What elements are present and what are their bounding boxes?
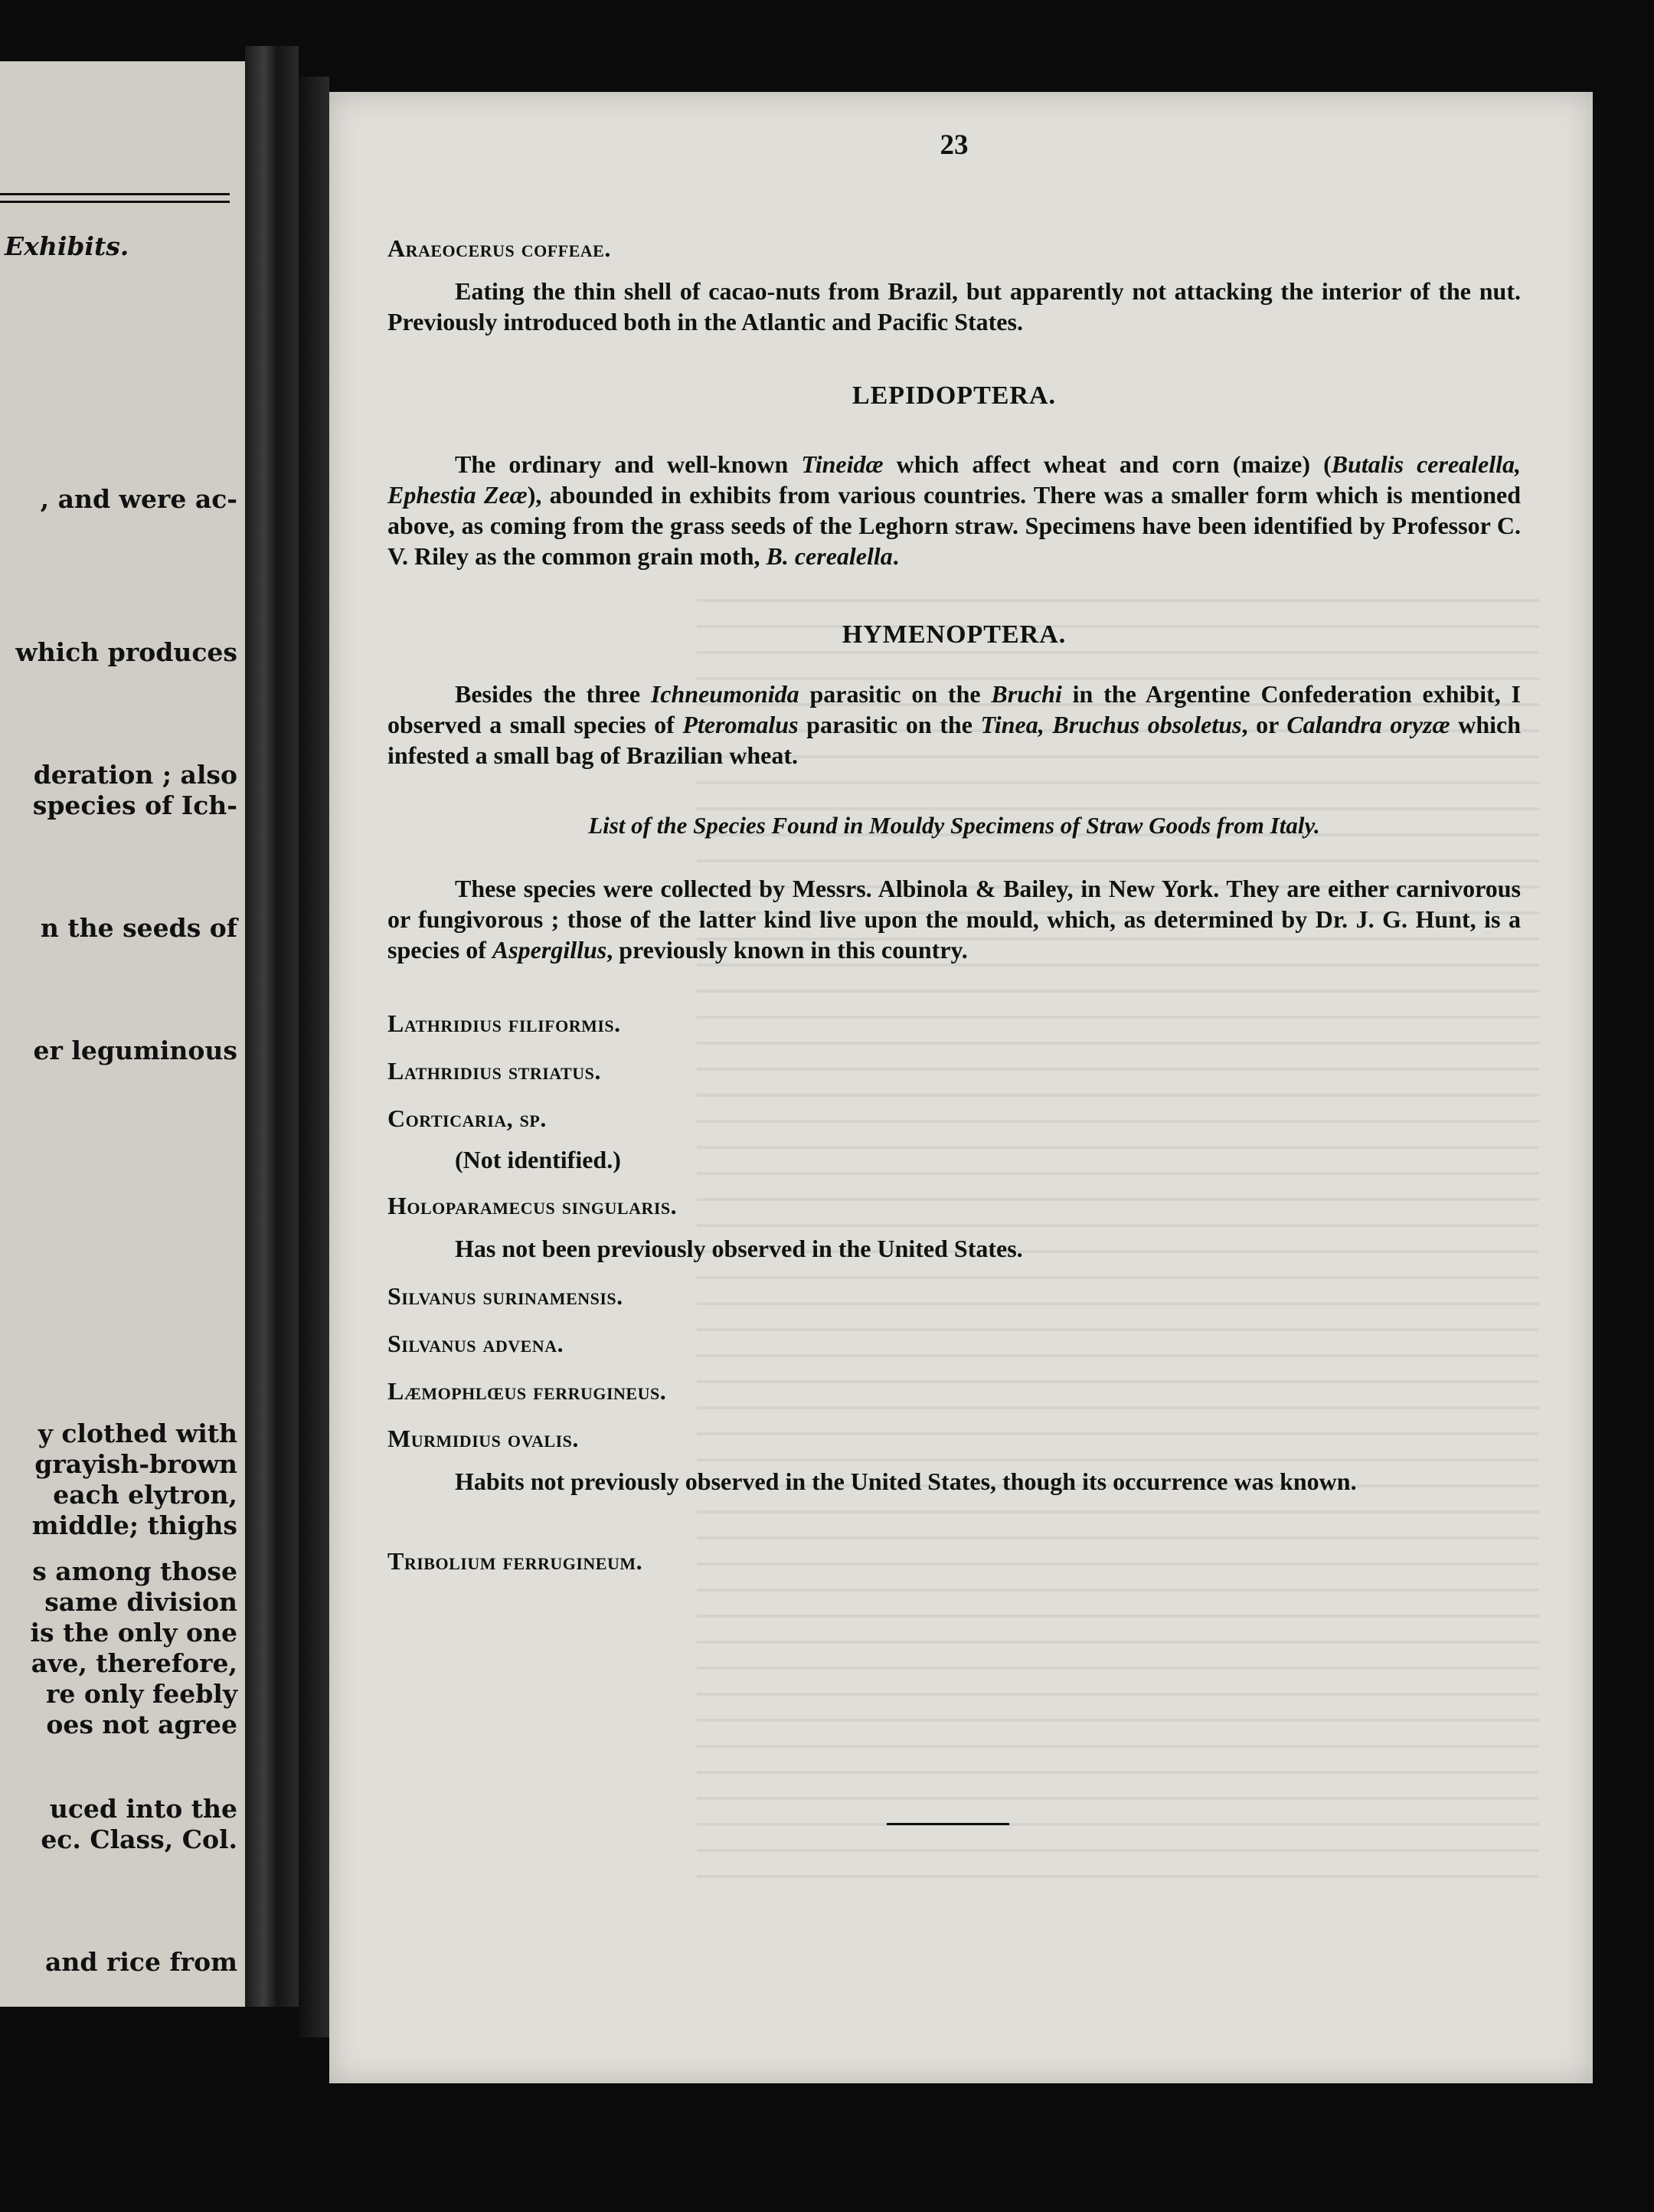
heading-lepidoptera: LEPIDOPTERA.: [852, 381, 1057, 410]
species-murmidius-ovalis: Murmidius ovalis.: [387, 1425, 579, 1452]
species-holoparamecus-singularis: Holoparamecus singularis.: [387, 1192, 678, 1219]
double-rule-bottom: [0, 201, 230, 203]
taxon-name: Tineidæ: [801, 450, 884, 478]
species-corticaria: Corticaria, sp.: [387, 1104, 547, 1132]
species-silvanus-advena: Silvanus advena.: [387, 1330, 564, 1357]
text-run: in the Argentine Confederation exhibit, I observed a small species of: [387, 680, 1522, 738]
taxon-name: Calandra oryzæ: [1286, 711, 1450, 738]
text-run: which affect wheat and corn (maize) (: [883, 450, 1332, 478]
left-page-line: y clothed with: [38, 1418, 237, 1448]
species-laemophloeus-ferrugineus: Læmophlœus ferrugineus.: [387, 1377, 667, 1405]
show-through-text: [697, 582, 1539, 1884]
end-rule: [887, 1823, 1009, 1825]
left-page-line: n the seeds of: [40, 913, 237, 943]
taxon-name: Pteromalus: [682, 711, 799, 738]
species-lathridius-striatus: Lathridius striatus.: [387, 1057, 601, 1085]
left-page-line: grayish-brown: [34, 1449, 237, 1479]
taxon-name: Ichneumonida: [650, 680, 799, 708]
left-page-line: uced into the: [49, 1794, 237, 1824]
taxon-name: Aspergillus: [492, 936, 607, 964]
heading-hymenoptera: HYMENOPTERA.: [842, 620, 1067, 649]
left-page-line: s among those: [32, 1556, 237, 1586]
page-23: [329, 92, 1593, 2083]
species-lathridius-filiformis: Lathridius filiformis.: [387, 1009, 621, 1037]
taxon-name: Bruchi: [991, 680, 1062, 708]
text-run: .: [892, 542, 899, 570]
text-run: Besides the three: [455, 680, 651, 708]
left-page-line: and rice from: [45, 1947, 237, 1977]
lepidoptera-paragraph: [387, 449, 1521, 571]
note-murmidius: Habits not previously observed in the United States, though its occurrence was known.: [455, 1468, 1357, 1495]
text-run: These species were collected by Messrs. Albinola & Bailey, in New York. They are either carnivorous or fungivorous ; those of the latter kind live upon the mould, which, as determined by Dr. J. G. Hunt, is a species of: [387, 875, 1521, 964]
text-run: parasitic on the: [799, 680, 992, 708]
left-page-line: which produces: [15, 637, 237, 667]
book-spine: [245, 46, 299, 2007]
left-page-line: , and were ac-: [40, 484, 237, 514]
list-heading: List of the Species Found in Mouldy Specimens of Straw Goods from Italy.: [588, 812, 1320, 839]
species-araeocerus-coffeae: Araeocerus coffeae.: [387, 234, 611, 262]
taxon-name: B. cerealella: [766, 542, 893, 570]
left-page-line: ec. Class, Col.: [41, 1824, 237, 1854]
note-holoparamecus: Has not been previously observed in the United States.: [455, 1235, 1023, 1262]
text-run: ), abounded in exhibits from various countries. There was a smaller form which is mentioned above, as coming from the grass seeds of the Leghorn straw. Specimens have been identified by Professor C. V. Riley as the common grain moth,: [387, 481, 1522, 570]
hymenoptera-paragraph: [387, 679, 1521, 771]
double-rule-top: [0, 193, 230, 195]
species-silvanus-surinamensis: Silvanus surinamensis.: [387, 1282, 623, 1310]
left-page-heading: Exhibits.: [5, 231, 129, 261]
text-run: which infested a small bag of Brazilian wheat.: [387, 711, 1522, 769]
left-page-line: oes not agree: [46, 1710, 237, 1739]
left-page-line: middle; thighs: [31, 1510, 237, 1540]
text-run: , previously known in this country.: [606, 936, 968, 964]
araeocerus-description: Eating the thin shell of cacao-nuts from Brazil, but apparently not attacking the interior of the nut. Previously introduced both in the Atlantic and Pacific States.: [387, 277, 1521, 335]
text-run: , or: [1241, 711, 1287, 738]
page-number: 23: [940, 129, 969, 161]
taxon-name: Tinea, Bruchus obsoletus: [980, 711, 1242, 738]
page-edge-shadow: [299, 77, 329, 2037]
text-run: The ordinary and well-known: [455, 450, 802, 478]
text-run: parasitic on the: [798, 711, 981, 738]
left-page-fragment: [0, 61, 245, 2007]
left-page-line: each elytron,: [53, 1480, 237, 1510]
left-page-line: is the only one: [30, 1618, 237, 1648]
list-intro-paragraph: [387, 873, 1521, 965]
left-page-line: ave, therefore,: [31, 1648, 237, 1678]
left-page-line: re only feebly: [45, 1679, 237, 1709]
note-corticaria: (Not identified.): [455, 1146, 621, 1173]
left-page-line: same division: [44, 1587, 237, 1617]
left-page-line: species of Ich-: [32, 790, 237, 820]
species-tribolium-ferrugineum: Tribolium ferrugineum.: [387, 1547, 643, 1575]
taxon-name: Butalis cerealella, Ephestia Zeæ: [387, 450, 1522, 509]
left-page-line: er leguminous: [33, 1036, 237, 1065]
left-page-line: deration ; also: [33, 760, 237, 790]
